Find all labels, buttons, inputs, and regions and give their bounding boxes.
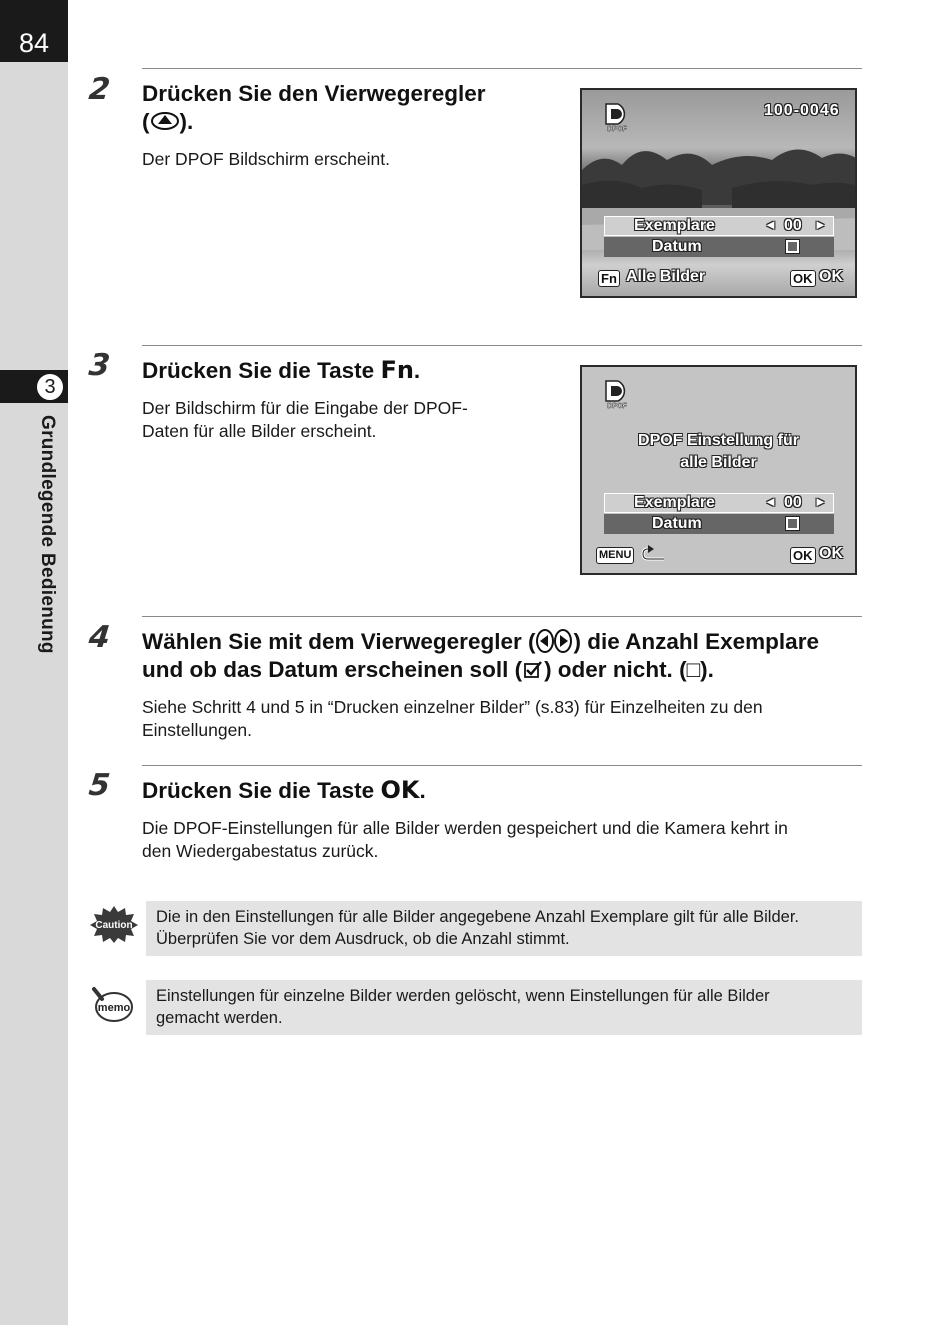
- date-label: Datum: [652, 238, 702, 255]
- arrow-right-icon[interactable]: ►: [814, 217, 827, 232]
- caution-icon-label: Caution: [95, 920, 133, 931]
- checkbox-empty-icon: □: [686, 657, 701, 682]
- screen-title: DPOF Einstellung für: [638, 432, 799, 449]
- date-checkbox[interactable]: [786, 240, 799, 253]
- step-body: Der DPOF Bildschirm erscheint.: [142, 149, 390, 169]
- chapter-number: 3: [35, 372, 65, 402]
- camera-screen-dpof-all: [580, 365, 857, 575]
- copies-value: 00: [784, 494, 802, 511]
- caution-icon: [89, 904, 139, 944]
- step-heading: Drücken Sie die Taste OK.: [142, 776, 426, 804]
- step-body: Die DPOF-Einstellungen für alle Bilder werden gespeichert und die Kamera kehrt in den Wiedergabestatus zurück.: [142, 818, 788, 861]
- all-images-label: Alle Bilder: [626, 268, 706, 285]
- page-number: 84: [18, 28, 50, 58]
- step-divider: [142, 765, 862, 766]
- ok-key-text: OK: [380, 776, 420, 804]
- back-arrow-icon: [640, 544, 668, 564]
- four-way-left-right-icon: [535, 629, 573, 653]
- file-number: 100-0046: [764, 102, 840, 119]
- copies-label: Exemplare: [634, 217, 715, 234]
- memo-text: Einstellungen für einzelne Bilder werden gelöscht, wenn Einstellungen für alle Bilder: [156, 987, 770, 1005]
- sidebar: [0, 0, 68, 1325]
- menu-row-date[interactable]: [604, 514, 834, 534]
- step-heading: Drücken Sie die Taste Fn.: [142, 356, 421, 384]
- ok-label: OK: [819, 268, 843, 285]
- arrow-right-icon[interactable]: ►: [814, 494, 827, 509]
- step-heading-line: ( ).: [142, 109, 194, 134]
- memo-box: [146, 980, 862, 1035]
- ok-label: OK: [819, 545, 843, 562]
- menu-row-date[interactable]: [604, 237, 834, 257]
- caution-box: [146, 901, 862, 956]
- screen-title: alle Bilder: [680, 454, 757, 471]
- chapter-title: Grundlegende Bedienung: [37, 415, 58, 654]
- memo-icon-label: memo: [97, 1002, 131, 1014]
- date-checkbox[interactable]: [786, 517, 799, 530]
- fn-key-text: Fn: [380, 356, 414, 384]
- four-way-up-icon: [150, 111, 180, 131]
- step-number: 5: [87, 768, 112, 803]
- memo-text: gemacht werden.: [156, 1009, 283, 1027]
- arrow-left-icon[interactable]: ◄: [764, 217, 777, 232]
- ok-key-icon: OK: [790, 270, 816, 287]
- ok-key-icon: OK: [790, 547, 816, 564]
- dpof-logo-icon: [600, 102, 634, 132]
- step-divider: [142, 616, 862, 617]
- step-heading: [142, 80, 486, 136]
- memo-icon: [90, 985, 134, 1023]
- dpof-logo-icon: [600, 379, 634, 409]
- step-number: 2: [87, 72, 112, 107]
- dpof-logo-text: DPOF: [607, 403, 627, 409]
- copies-label: Exemplare: [634, 494, 715, 511]
- date-label: Datum: [652, 515, 702, 532]
- fn-key-icon: Fn: [598, 270, 620, 287]
- arrow-left-icon[interactable]: ◄: [764, 494, 777, 509]
- checkbox-checked-icon: [522, 660, 544, 680]
- menu-key-icon: MENU: [596, 547, 634, 564]
- dpof-logo-text: DPOF: [607, 126, 627, 132]
- step-body: Siehe Schritt 4 und 5 in “Drucken einzelner Bilder” (s.83) für Einzelheiten zu den Einstellungen.: [142, 697, 763, 740]
- step-heading: Wählen Sie mit dem Vierwegeregler ( ) die Anzahl Exemplare und ob das Datum erscheinen soll ( ) oder nicht. (□).: [142, 629, 819, 682]
- step-heading-line: Drücken Sie den Vierwegeregler: [142, 81, 486, 106]
- step-number: 4: [87, 620, 112, 655]
- caution-text: Überprüfen Sie vor dem Ausdruck, ob die Anzahl stimmt.: [156, 930, 570, 948]
- step-body: Der Bildschirm für die Eingabe der DPOF- Daten für alle Bilder erscheint.: [142, 398, 468, 441]
- step-number: 3: [87, 348, 112, 383]
- copies-value: 00: [784, 217, 802, 234]
- caution-text: Die in den Einstellungen für alle Bilder angegebene Anzahl Exemplare gilt für alle Bilder.: [156, 908, 799, 926]
- camera-screen-dpof: [580, 88, 857, 298]
- step-divider: [142, 345, 862, 346]
- step-divider: [142, 68, 862, 69]
